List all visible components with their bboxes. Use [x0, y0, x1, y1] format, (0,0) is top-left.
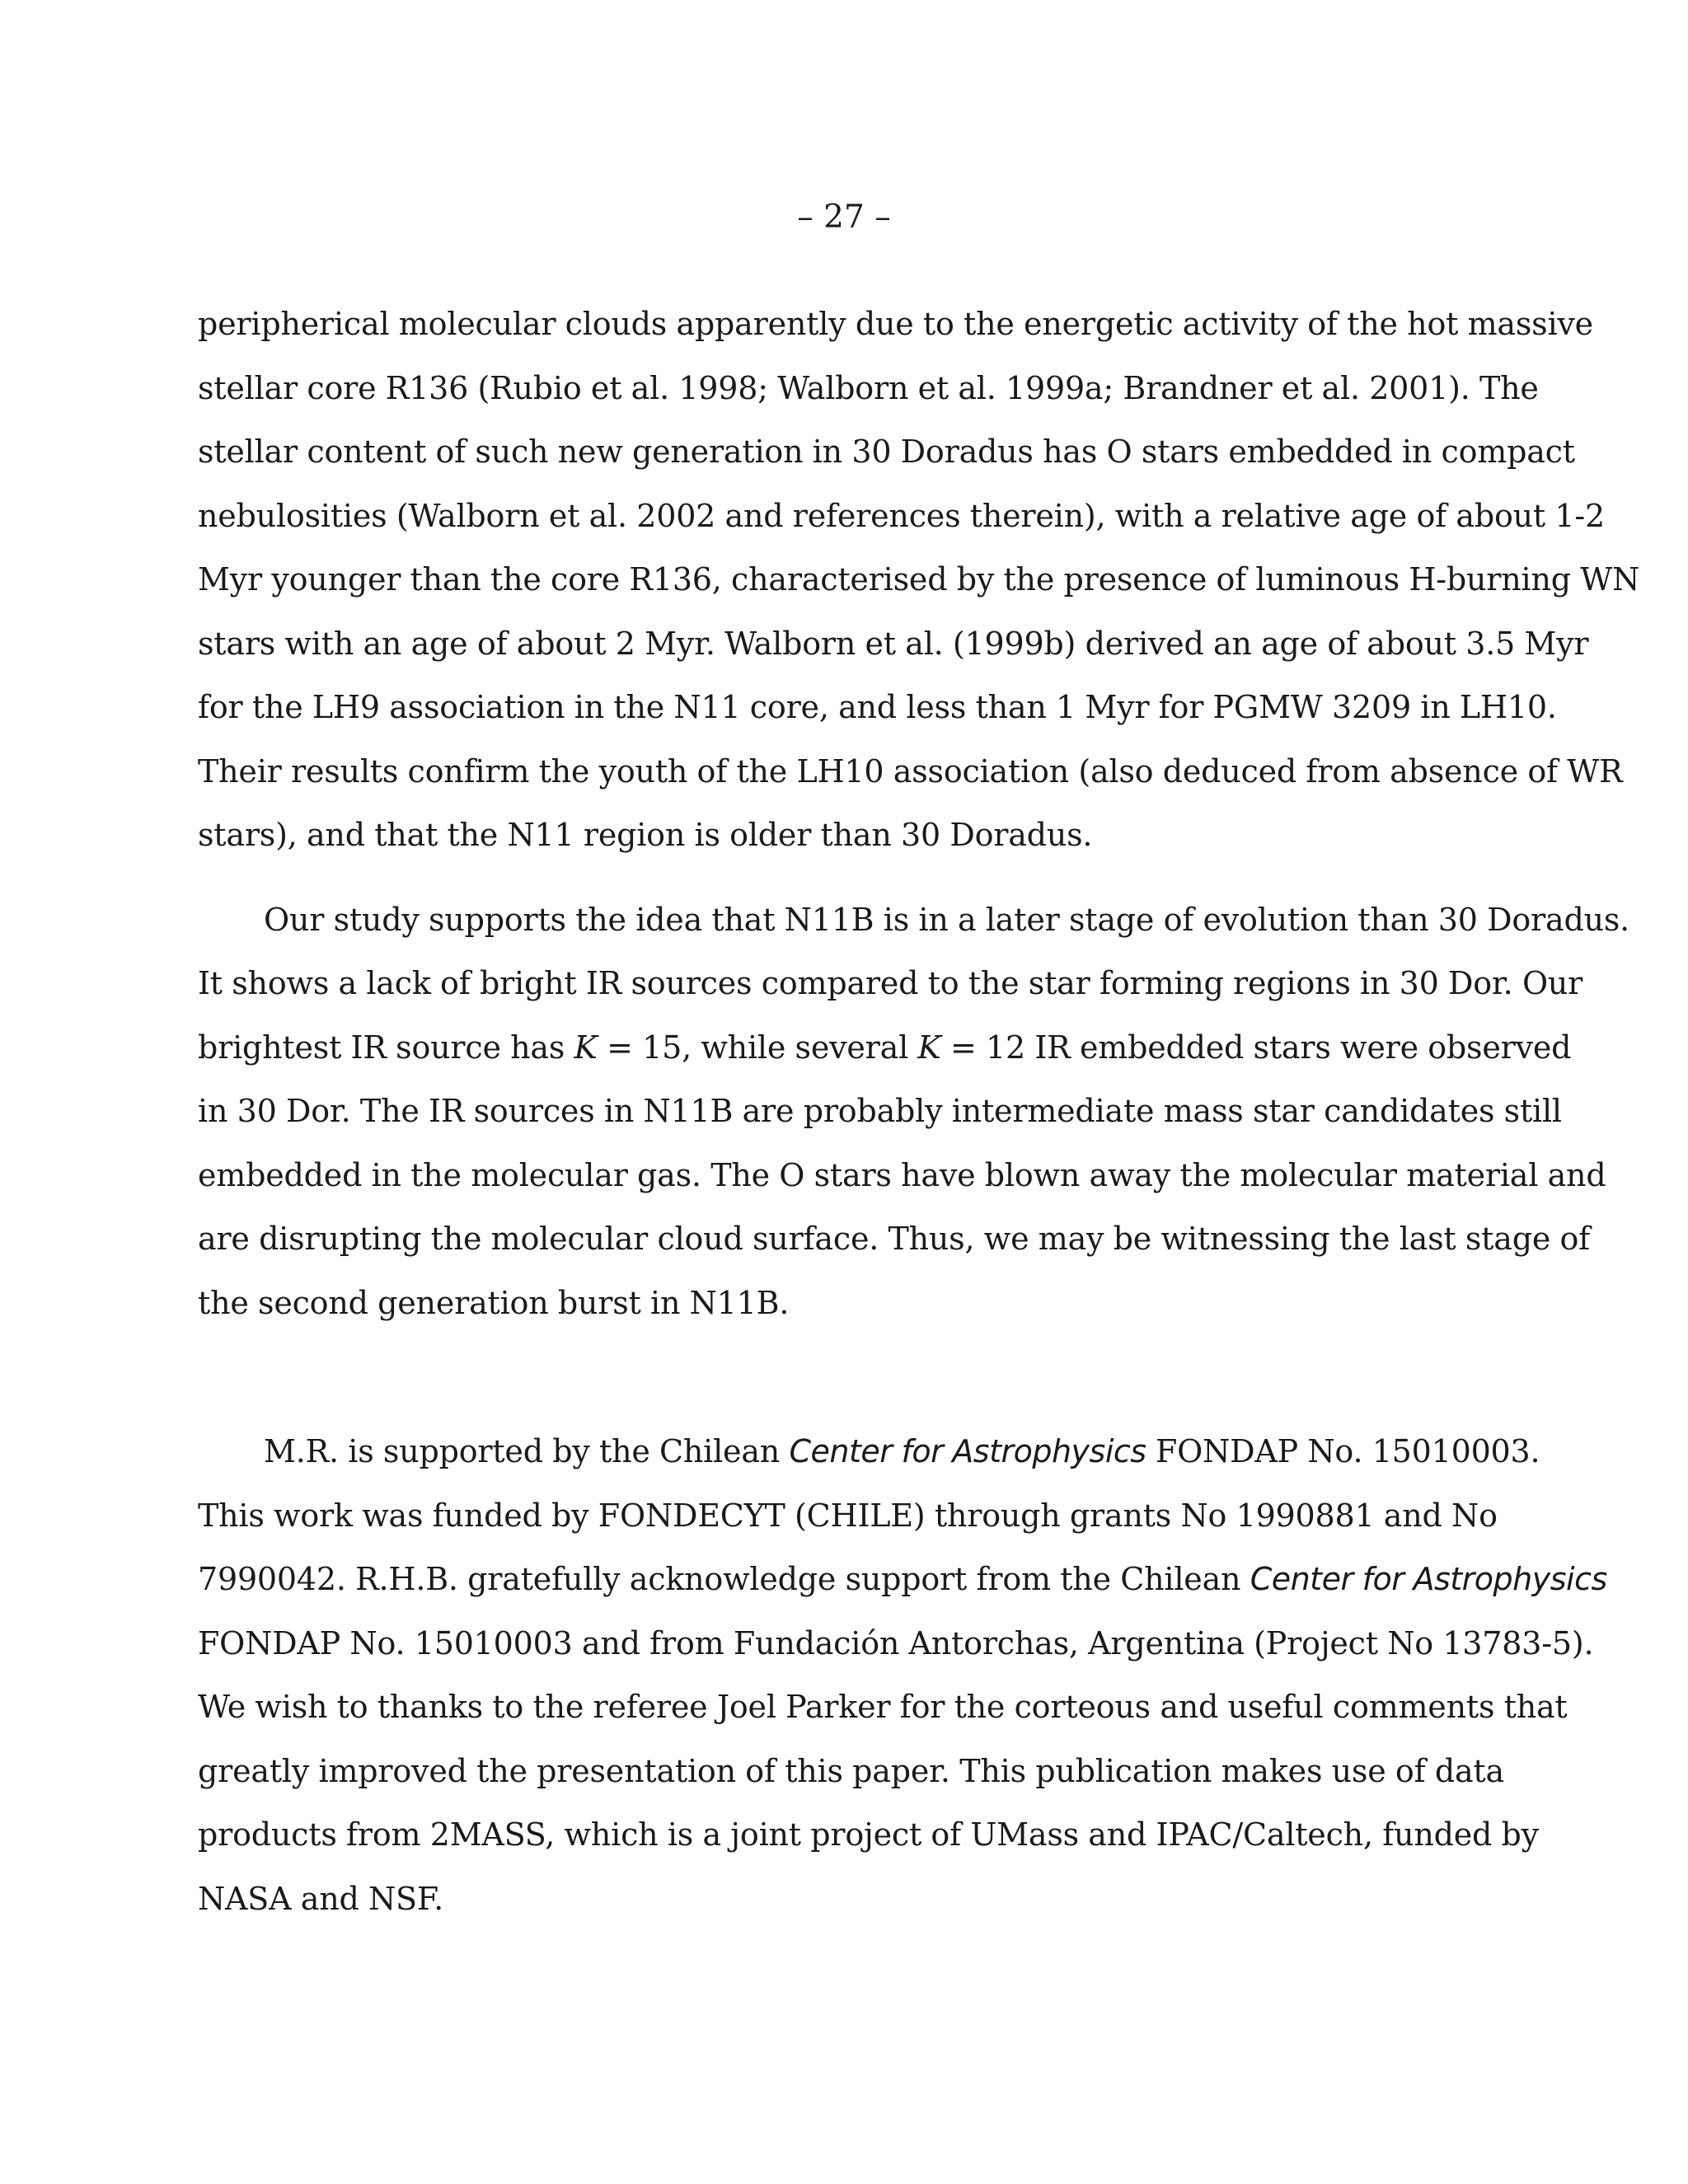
text-line: This work was funded by FONDECYT (CHILE) through grants No 1990881 and No: [198, 1497, 1498, 1534]
body-text: [198, 293, 1640, 1931]
acknowledgements: [198, 1420, 1607, 1931]
text-line: stellar core R136 (Rubio et al. 1998; Walborn et al. 1999a; Brandner et al. 2001). The: [198, 369, 1539, 406]
text-fragment: FONDAP No. 15010003.: [1146, 1433, 1540, 1469]
italic-text: Center for Astrophysics: [1250, 1561, 1607, 1597]
text-fragment: 7990042. R.H.B. gratefully acknowledge support from the Chilean: [198, 1561, 1250, 1597]
text-line: the second generation burst in N11B.: [198, 1284, 790, 1321]
text-line: Our study supports the idea that N11B is in a later stage of evolution than 30 Doradus.: [264, 901, 1630, 938]
paragraph-continuation: [198, 293, 1640, 868]
math-symbol: K: [574, 1029, 598, 1066]
text-line: peripherical molecular clouds apparently due to the energetic activity of the hot massive: [198, 306, 1593, 342]
text-line: FONDAP No. 15010003 and from Fundación Antorchas, Argentina (Project No 13783-5).: [198, 1624, 1594, 1661]
text-line: It shows a lack of bright IR sources compared to the star forming regions in 30 Dor. Our: [198, 965, 1583, 1001]
text-line: for the LH9 association in the N11 core, and less than 1 Myr for PGMW 3209 in LH10.: [198, 689, 1557, 725]
page-number: – 27 –: [797, 199, 891, 236]
text-line: nebulosities (Walborn et al. 2002 and references therein), with a relative age of about 1-2: [198, 497, 1605, 534]
text-fragment: = 15, while several: [597, 1029, 918, 1066]
paragraph-discussion: [198, 888, 1630, 1336]
text-line: products from 2MASS, which is a joint project of UMass and IPAC/Caltech, funded by: [198, 1816, 1539, 1853]
text-fragment: = 12 IR embedded stars were observed: [940, 1029, 1572, 1066]
italic-text: Center for Astrophysics: [789, 1433, 1146, 1469]
text-line: [198, 1548, 1607, 1612]
text-line: stars with an age of about 2 Myr. Walborn et al. (1999b) derived an age of about 3.5 Myr: [198, 625, 1589, 662]
text-line: Their results confirm the youth of the LH10 association (also deduced from absence of WR: [198, 752, 1623, 790]
text-fragment: M.R. is supported by the Chilean: [264, 1433, 790, 1469]
math-symbol: K: [917, 1029, 941, 1066]
text-line: are disrupting the molecular cloud surface. Thus, we may be witnessing the last stage of: [198, 1221, 1591, 1257]
text-line: stars), and that the N11 region is older than 30 Doradus.: [198, 817, 1093, 853]
text-line: We wish to thanks to the referee Joel Parker for the corteous and useful comments that: [198, 1689, 1568, 1725]
text-line: in 30 Dor. The IR sources in N11B are probably intermediate mass star candidates still: [198, 1093, 1562, 1129]
text-line: Myr younger than the core R136, characterised by the presence of luminous H-burning WN: [198, 561, 1640, 598]
text-line: embedded in the molecular gas. The O stars have blown away the molecular material and: [198, 1156, 1606, 1193]
text-line: stellar content of such new generation in 30 Doradus has O stars embedded in compact: [198, 434, 1575, 470]
text-fragment: brightest IR source has: [198, 1029, 574, 1066]
text-line: NASA and NSF.: [198, 1880, 443, 1917]
text-line: [198, 1016, 1572, 1080]
text-line: [198, 1420, 1540, 1484]
text-line: greatly improved the presentation of this paper. This publication makes use of data: [198, 1752, 1504, 1789]
